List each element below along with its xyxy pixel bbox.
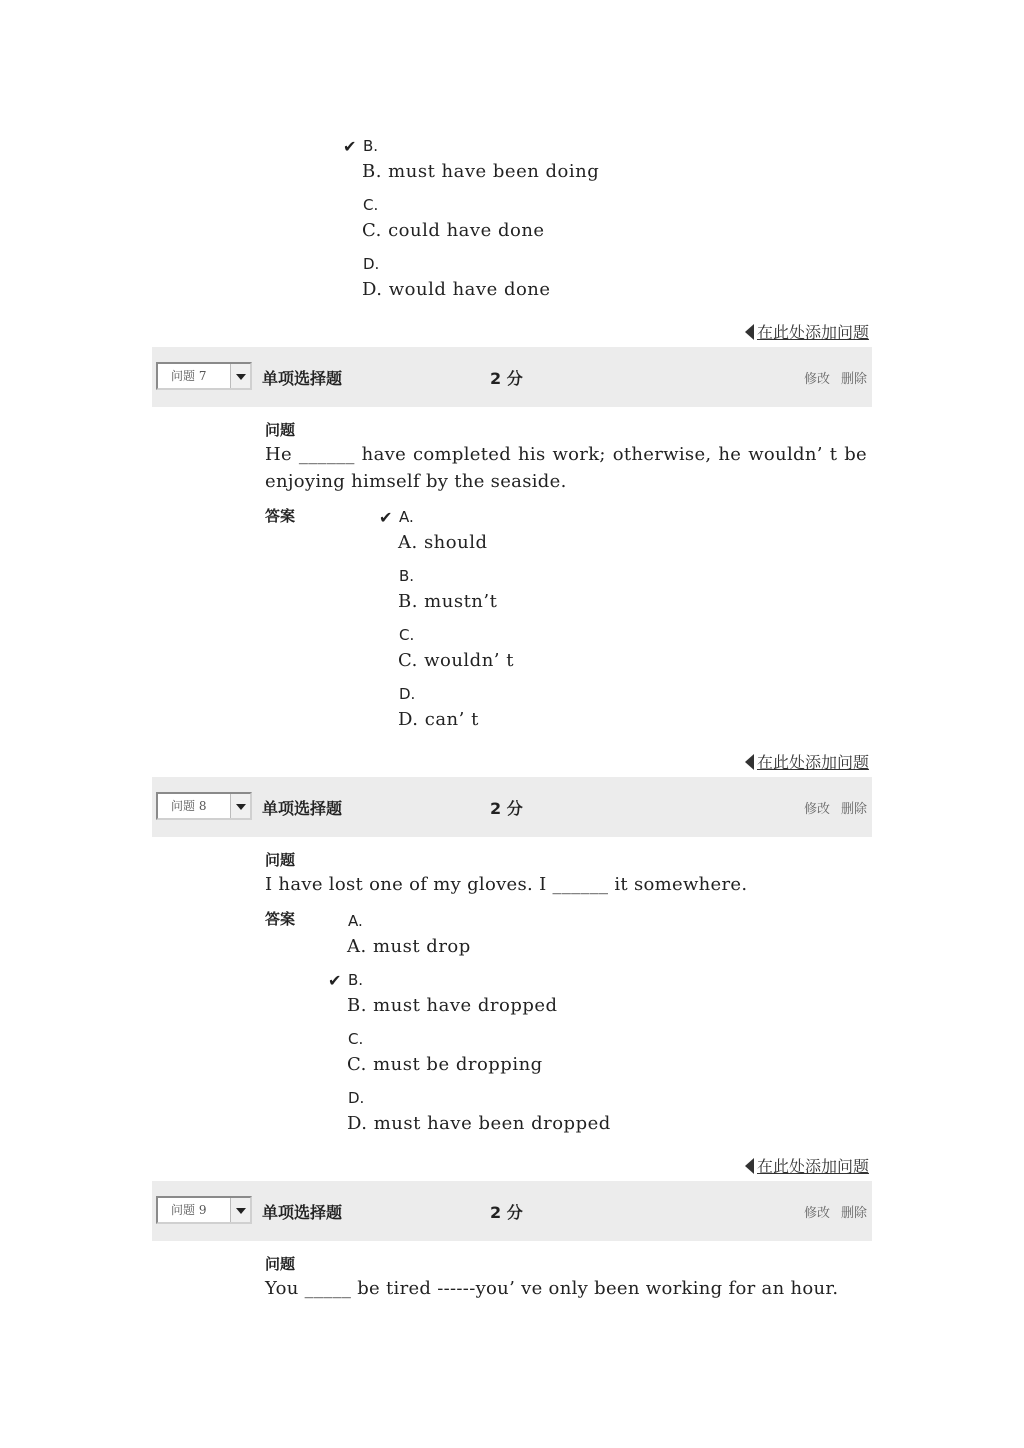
triangle-left-icon [745, 324, 754, 340]
option-text: A. should [398, 532, 488, 553]
option-letter: A. [348, 912, 363, 930]
question-type: 单项选择题 [262, 799, 343, 818]
option-letter: B. [348, 971, 364, 989]
correct-check-icon: ✔ [328, 971, 342, 990]
dropdown-arrow-icon[interactable] [230, 364, 250, 388]
add-question-label: 在此处添加问题 [756, 1157, 869, 1176]
question-score: 2 分 [490, 799, 523, 818]
option-text: D. can’ t [398, 709, 479, 730]
question-number-select[interactable] [156, 792, 252, 820]
option-text: B. must have been doing [362, 161, 600, 182]
option-text: A. must drop [347, 936, 471, 957]
option-letter: A. [399, 508, 414, 526]
option-letter: B. [363, 137, 379, 155]
question-header-bar [152, 777, 872, 837]
question-header-bar [152, 1181, 872, 1241]
question-number-select[interactable] [156, 362, 252, 390]
delete-link[interactable]: 删除 [841, 372, 868, 387]
question-text: He ______ have completed his work; otherwise, he wouldn’ t be enjoying himself by the seaside. [265, 444, 867, 492]
question-type: 单项选择题 [262, 369, 343, 388]
question-text: I have lost one of my gloves. I ______ it somewhere. [265, 874, 748, 895]
question-header-bar [152, 347, 872, 407]
answer-label: 答案 [265, 910, 296, 928]
option-text: D. must have been dropped [347, 1113, 611, 1134]
add-question-link[interactable] [745, 320, 869, 343]
option-letter: D. [363, 255, 380, 273]
option-letter: D. [399, 685, 416, 703]
option-text: C. wouldn’ t [398, 650, 514, 671]
option-text: C. could have done [362, 220, 545, 241]
edit-link[interactable]: 修改 [804, 372, 831, 387]
option-letter: C. [363, 196, 379, 214]
question-score: 2 分 [490, 1203, 523, 1222]
triangle-left-icon [745, 754, 754, 770]
answer-label: 答案 [265, 507, 296, 525]
option-letter: B. [399, 567, 415, 585]
question-text: You _____ be tired ------you’ ve only been working for an hour. [265, 1278, 839, 1299]
edit-link[interactable]: 修改 [804, 1206, 831, 1221]
question-number-label: 问题 9 [171, 1203, 207, 1217]
question-number-label: 问题 8 [171, 799, 207, 813]
add-question-link[interactable] [745, 1154, 869, 1177]
option-text: B. mustn’t [398, 591, 498, 612]
delete-link[interactable]: 删除 [841, 802, 868, 817]
question-number-label: 问题 7 [171, 369, 207, 383]
option-text: C. must be dropping [347, 1054, 543, 1075]
question-label: 问题 [265, 421, 296, 439]
triangle-left-icon [745, 1158, 754, 1174]
question-label: 问题 [265, 851, 296, 869]
add-question-label: 在此处添加问题 [756, 323, 869, 342]
edit-link[interactable]: 修改 [804, 802, 831, 817]
question-type: 单项选择题 [262, 1203, 343, 1222]
add-question-label: 在此处添加问题 [756, 753, 869, 772]
add-question-link[interactable] [745, 750, 869, 773]
question-label: 问题 [265, 1255, 296, 1273]
delete-link[interactable]: 删除 [841, 1206, 868, 1221]
correct-check-icon: ✔ [379, 508, 393, 527]
option-text: B. must have dropped [347, 995, 558, 1016]
question-number-select[interactable] [156, 1196, 252, 1224]
dropdown-arrow-icon[interactable] [230, 794, 250, 818]
dropdown-arrow-icon[interactable] [230, 1198, 250, 1222]
correct-check-icon: ✔ [343, 137, 357, 156]
option-letter: C. [348, 1030, 364, 1048]
option-letter: D. [348, 1089, 365, 1107]
option-text: D. would have done [362, 279, 551, 300]
question-score: 2 分 [490, 369, 523, 388]
option-letter: C. [399, 626, 415, 644]
